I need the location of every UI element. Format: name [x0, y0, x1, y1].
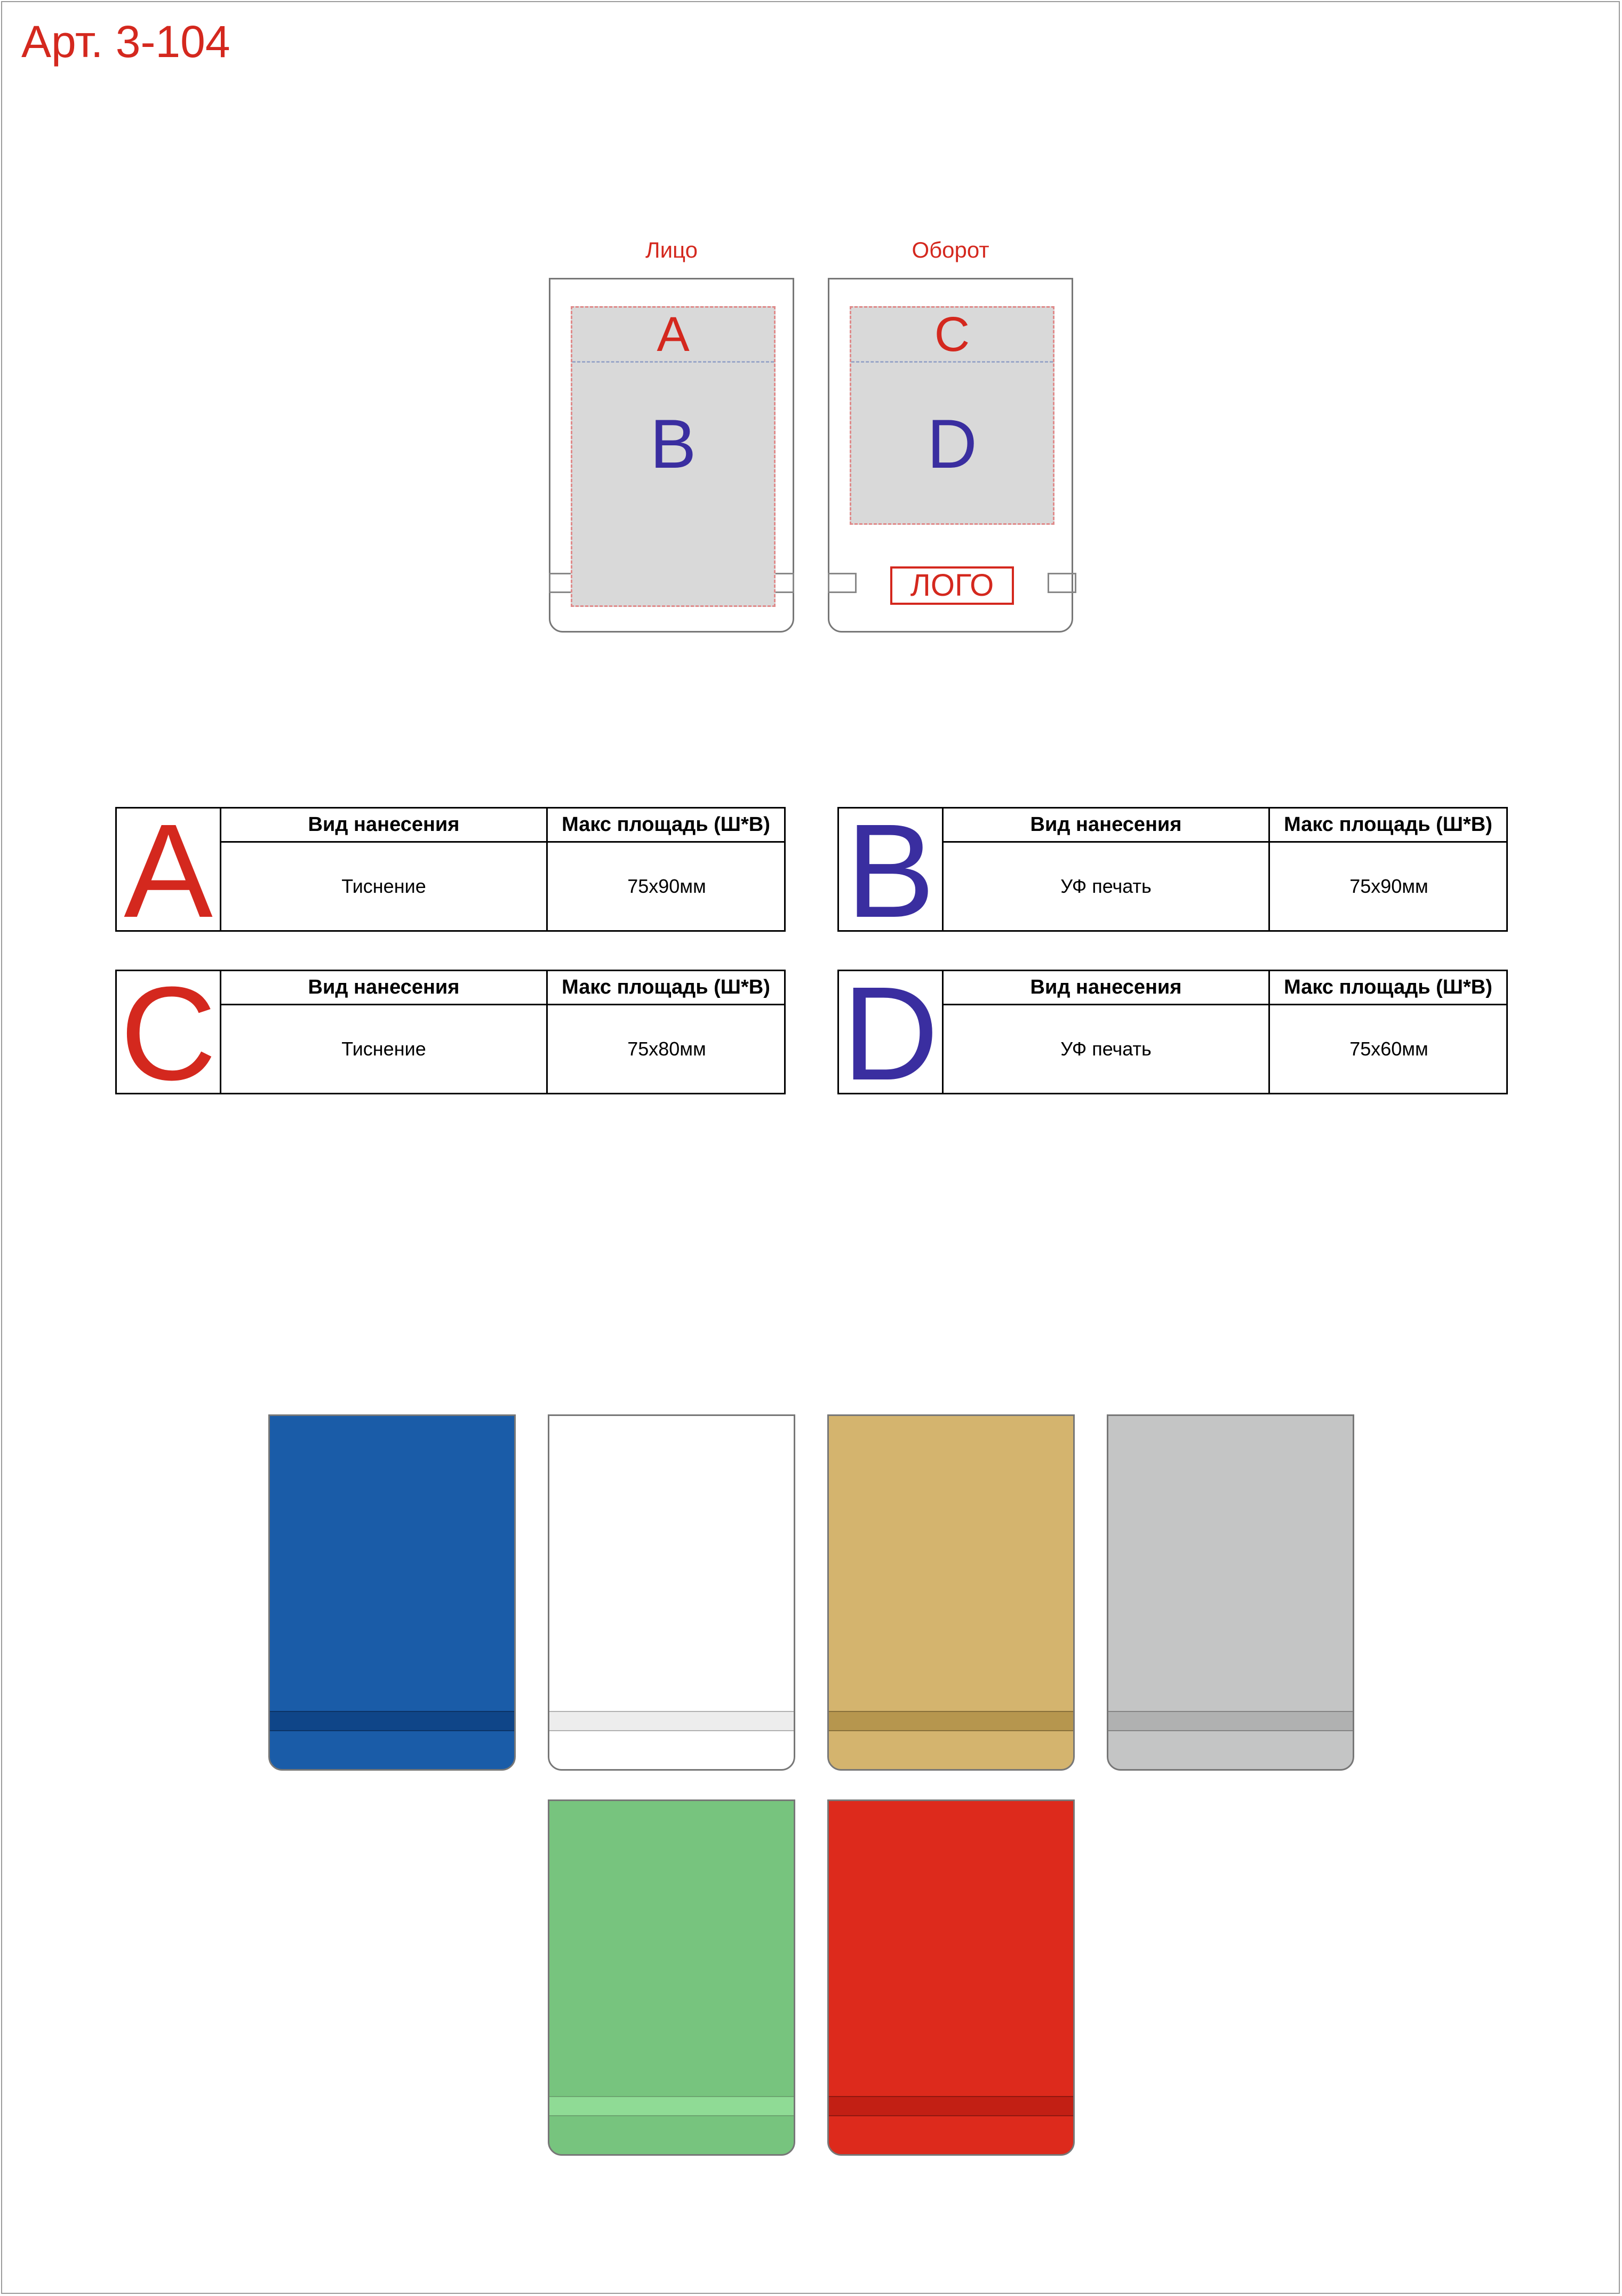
method-header: Вид нанесения [221, 971, 546, 1005]
area-value: 75х90мм [1268, 843, 1508, 930]
area-header: Макс площадь (Ш*В) [1268, 971, 1506, 1005]
back-side-card [828, 278, 1073, 633]
spec-letter-a: A [117, 809, 221, 930]
area-value: 75х80мм [546, 1005, 786, 1093]
area-value: 75х90мм [546, 843, 786, 930]
front-side-label: Лицо [645, 237, 698, 262]
spec-table-d [837, 959, 1508, 1108]
swatch-band [549, 2096, 794, 2116]
zone-c-letter: C [934, 307, 970, 362]
color-swatch-blue [268, 1414, 516, 1771]
area-header: Макс площадь (Ш*В) [1268, 809, 1506, 843]
logo-placeholder: ЛОГО [890, 566, 1014, 605]
back-side-label: Оборот [912, 237, 989, 262]
spec-letter-d: D [839, 971, 944, 1093]
swatch-band [829, 2096, 1073, 2116]
method-header: Вид нанесения [944, 971, 1268, 1005]
back-strip-left [828, 573, 857, 593]
color-swatch-red [827, 1799, 1075, 2156]
area-header: Макс площадь (Ш*В) [546, 971, 784, 1005]
page-frame [1, 1, 1620, 2294]
zone-a-letter: A [657, 307, 690, 362]
spec-letter-c: C [117, 971, 221, 1093]
spec-table-c [115, 959, 786, 1108]
method-value: УФ печать [1060, 1038, 1152, 1060]
color-swatch-gold [827, 1414, 1075, 1771]
method-header: Вид нанесения [944, 809, 1268, 843]
front-print-zone [571, 306, 776, 607]
spec-table-b [837, 796, 1508, 945]
swatch-band [829, 1711, 1073, 1731]
method-value: УФ печать [1060, 875, 1152, 897]
swatch-band [1108, 1711, 1353, 1731]
area-value: 75х60мм [1268, 1005, 1508, 1093]
color-swatch-green [548, 1799, 795, 2156]
page-title: Арт. 3-104 [21, 17, 230, 67]
color-swatch-silver [1107, 1414, 1354, 1771]
spec-table-a [115, 796, 786, 945]
zone-b-letter: B [650, 405, 697, 483]
back-strip-right [1048, 573, 1076, 593]
method-header: Вид нанесения [221, 809, 546, 843]
spec-letter-b: B [839, 809, 944, 930]
front-side-card [549, 278, 794, 633]
swatch-band [270, 1711, 514, 1731]
back-print-zone [850, 306, 1054, 525]
color-swatch-white [548, 1414, 795, 1771]
swatch-band [549, 1711, 794, 1731]
zone-d-letter: D [927, 405, 977, 483]
method-value: Тиснение [341, 1038, 426, 1060]
method-value: Тиснение [341, 875, 426, 897]
area-header: Макс площадь (Ш*В) [546, 809, 784, 843]
